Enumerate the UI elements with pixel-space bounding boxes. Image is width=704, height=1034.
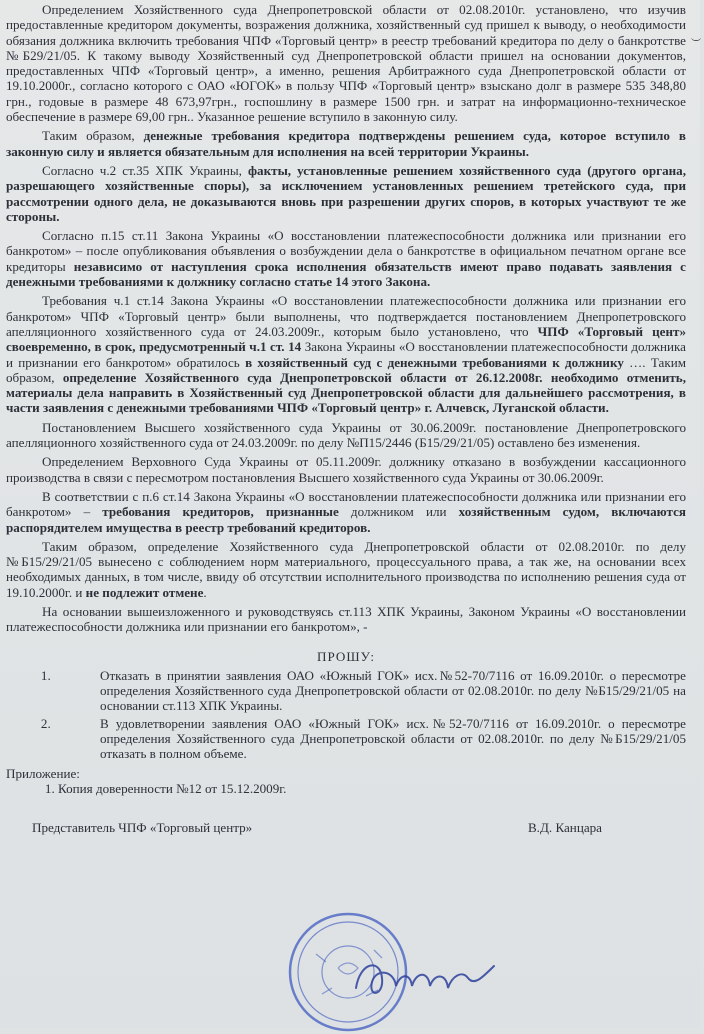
signature-name: В.Д. Канцара	[527, 820, 602, 836]
appendix-list	[6, 781, 686, 796]
paragraph-conclusion: Таким образом, определение Хозяйственного суда Днепропетровской области от 02.08.2010г. по делу №Б15/29/21/05 вынесено с соблюдением норм материального, процессуального права, а так же, на основании всех необходимых данных, в том числе, ввиду об отсутствии исполнительного производства по исполнению решения суда от 19.10.2000г. и не подлежит отмене.	[6, 538, 686, 600]
handwritten-signature	[350, 948, 500, 1008]
edge-mark: )	[690, 37, 703, 42]
request-list	[6, 668, 686, 762]
paragraph-article-14-p6: В соответствии с п.6 ст.14 Закона Украины «О восстановлении платежеспособности должника или признании его банкротом» – требования кредиторов, признанные должником или хозяйственным судом, включаются распорядителем имущества в реестр требований кредиторов.	[6, 488, 686, 535]
appendix-item-1: 1. Копия доверенности №12 от 15.12.2009г.	[58, 781, 686, 796]
paragraph-article-35: Согласно ч.2 ст.35 ХПК Украины, факты, установленные решением хозяйственного суда (другого органа, разрешающего хозяйственные споры), за исключением установленных решением третейского суда, при рассмотрении одного дела, не доказываются вновь при разрешении других споров, в которых участвуют те же стороны.	[6, 162, 686, 224]
signature-block	[6, 820, 686, 835]
signature-role: Представитель ЧПФ «Торговый центр»	[32, 820, 253, 836]
paragraph-article-14: Требования ч.1 ст.14 Закона Украины «О восстановлении платежеспособности должника или признании его банкротом» ЧПФ «Торговый центр» были выполнены, что подтверждается постановлением Днепропетровского апелляционного хозяйственного суда от 24.03.2009г., которым было установлено, что ЧПФ «Торговый цент» своевременно, в срок, предусмотренный ч.1 ст. 14 Закона Украины «О восстановлении платежеспособности должника и признании его банкротом» обратилось в хозяйственный суд с денежными требованиями к должнику …. Таким образом, определение Хозяйственного суда Днепропетровской области от 26.12.2008г. необходимо отменить, материалы дела направить в Хозяйственный суд Днепропетровской области для дальнейшего рассмотрения, в части заявления с денежными требованиями ЧПФ «Торговый центр» г. Алчевск, Луганской области.	[6, 293, 687, 416]
request-item-1: 1. Отказать в принятии заявления ОАО «Южный ГОК» исх.№52-70/7116 от 16.09.2010г. о пересмотре определения Хозяйственного суда Днепропетровской области от 02.08.2010г. по делу №Б15/29/21/05 на основании ст.113 ХПК Украины.	[54, 668, 686, 714]
paragraph-claims-confirmed: Таким образом, денежные требования кредитора подтверждены решением суда, которое вступило в законную силу и является обязательным для исполнения на всей территории Украины.	[6, 128, 686, 159]
request-title: ПРОШУ:	[317, 648, 375, 664]
request-item-2: 2. В удовлетворении заявления ОАО «Южный ГОК» исх.№52-70/7116 от 16.09.2010г. о пересмотре определения Хозяйственного суда Днепропетровской области от 02.08.2010г. по делу №Б15/29/21/05 отказать в полном объеме.	[54, 716, 686, 762]
paragraph-supreme-economic-court: Постановлением Высшего хозяйственного суда Украины от 30.06.2009г. постановление Днепропетровского апелляционного хозяйственного суда от 24.03.2009г. по делу №П15/2446 (Б15/29/21/05) оставлено без изменения.	[6, 419, 686, 451]
paragraph-article-11: Согласно п.15 ст.11 Закона Украины «О восстановлении платежеспособности должника или признании его банкротом» – после опубликования объявления о возбуждении дела о банкротстве в официальном печатном органе все кредиторы независимо от наступления срока исполнения обязательств имеют право подавать заявления с денежными требованиями к должнику согласно статье 14 этого Закона.	[6, 228, 686, 290]
paragraph-legal-basis: На основании вышеизложенного и руководствуясь ст.113 ХПК Украины, Законом Украины «О восстановлении платежеспособности должника или признании его банкротом», -	[6, 603, 686, 635]
paragraph-court-ruling: Определением Хозяйственного суда Днепропетровской области от 02.08.2010г. установлено, что изучив предоставленные кредитором документы, возражения должника, хозяйственный суд пришел к выводу, о необходимости обязания должника включить требования ЧПФ «Торговый центр» в реестр требований кредитора по делу о банкротстве №Б29/21/05. К такому выводу Хозяйственный суд Днепропетровской области пришел на основании документов, предоставленных ЧПФ «Торговый центр», а именно, решения Арбитражного суда Днепропетровской области от 19.10.2000г., согласно которого с ОАО «ЮГОК» в пользу ЧПФ «Торговый центр» взыскано долг в размере 535 348,80 грн., годовые в размере 48 673,97грн., госпошлину в размере 1500 грн. и затрат на информационно-техническое обеспечение в размере 69,00 грн.. Указанное решение вступило в законную силу.	[6, 2, 686, 125]
paragraph-supreme-court: Определением Верховного Суда Украины от 05.11.2009г. должнику отказано в возбуждении кассационного производства в связи с пересмотром постановления Высшего хозяйственного суда Украины от 30.06.2009г.	[6, 454, 686, 485]
appendix-label: Приложение:	[6, 765, 80, 781]
